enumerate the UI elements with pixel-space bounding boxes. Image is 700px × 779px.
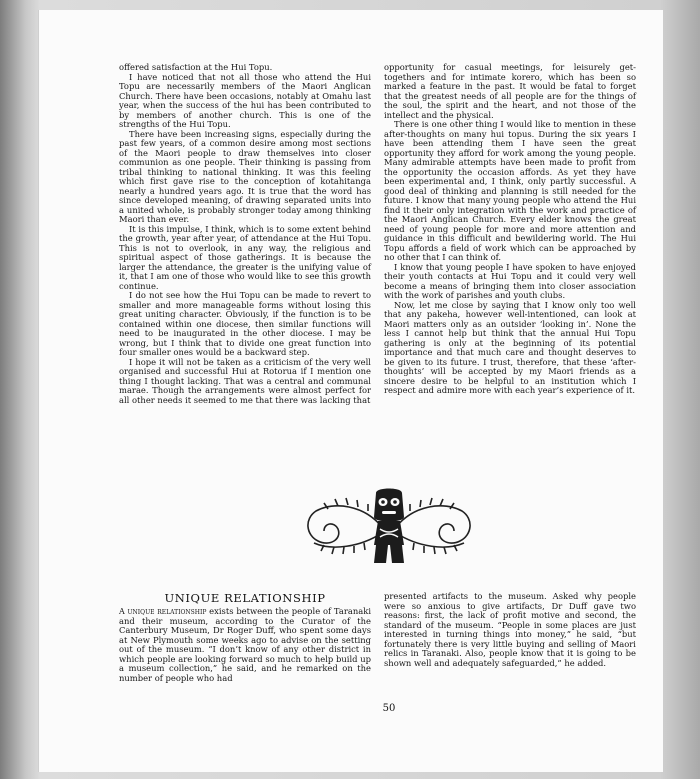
paragraph: Now, let me close by saying that I know only too well that any pakeha, however well-intentioned, can look at Maori matters only as an outsider ‘looking in’. None the less I cannot help but think that the annual Hui Topu gathering is only at the beginning of its potential importance and that much care and thought deserves to be given to its future. I trust, therefore, that these ‘after-thoughts’ will be accepted by my Maori friends as a sincere desire to be helpful to an institution which I respect and admire more with each year’s experience of it. [384,299,636,395]
tiki-with-fern-scrolls-icon [294,487,484,567]
paragraph [119,607,371,683]
paragraph: opportunity for casual meetings, for leisurely get-togethers and for intimate korero, which has been so marked a feature in the past. It would be fatal to forget that the greatest needs of all people are for the things of the soul, the spirit and the heart, and not those of the intellect and the physical. [384,62,636,120]
article-column-2 [384,63,636,396]
article2-column-1 [119,592,371,683]
page-number: 50 [382,703,396,714]
document-page [38,10,663,772]
paragraph: offered satisfaction at the Hui Topu. [119,62,273,72]
paragraph-text: exists between the people of Taranaki and their museum, according to the Curator of the Canterbury Museum, Dr Roger Duff, who spent some days at New Plymouth some weeks ago to advise on the setting out of the museum. “I don’t know of any other district in which people are looking forward so much to help build up a museum collection,” he said, and he remarked on the number of people who had [119,606,371,683]
paragraph: It is this impulse, I think, which is to some extent behind the growth, year after year, of attendance at the Hui Topu. This is not to overlook, in any way, the religious and spiritual aspect of those gatherings. It is because the larger the attendance, the greater is the unifying value of it, that I am one of those who would like to see this growth continue. [119,223,371,291]
paragraph: I hope it will not be taken as a criticism of the very well organised and successful Hui at Rotorua if I mention one thing I thought lacking. That was a central and communal marae. Though the arrangements were almost perfect for all other needs it seemed to me that there was lacking that [119,356,371,405]
paragraph: I do not see how the Hui Topu can be made to revert to smaller and more manageable forms without losing this great uniting character. Obviously, if the function is to be contained within one diocese, then similar functions will need to be inaugurated in the other diocese. I may be wrong, but I think that to divide one great function into four smaller ones would be a backward step. [119,290,371,357]
paragraph: There have been increasing signs, especially during the past few years, of a common desire among most sections of the Maori people to draw themselves into closer communion as one people. Their thinking is passing from tribal thinking to national thinking. It was this feeling which first gave rise to the conception of kotahitanga nearly a hundred years ago. It is true that the word has since developed meaning, of drawing separated units into a united whole, is probably stronger today among thinking Maori than ever. [119,128,371,224]
paragraph: There is one other thing I would like to mention in these after-thoughts on many hui topus. During the six years I have been attending them I have seen the great opportunity they afford for work among the young people. Many admirable attempts have been made to profit from the opportunity the occasion affords. As yet they have been experimental and, I think, only partly successful. A good deal of thinking and planning is still needed for the future. I know that many young people who attend the Hui find it their only integration with the work and practice of the Maori Anglican Church. Every elder knows the great need of young people for more and more attention and guidance in this difficult and bewildering world. The Hui Topu affords a field of work which can be approached by no other that I can think of. [384,119,636,262]
paragraph: presented artifacts to the museum. Asked why people were so anxious to give artifacts, Dr Duff gave two reasons: first, the lack of profit motive and second, the standard of the museum. “People in some places are just interested in turning things into money,” he said, “but fortunately there is very little buying and selling of Maori relics in Taranaki. Also, people know that it is going to be shown well and adequately safeguarded,” he added. [384,591,636,668]
article-column-1 [119,63,371,405]
lead-small-caps: A unique relationship [119,607,207,616]
article2-column-2 [384,592,636,668]
paragraph: I know that young people I have spoken to have enjoyed their youth contacts at Hui Topu and it could very well become a means of bringing them into closer association with the work of parishes and youth clubs. [384,261,636,300]
article-headline: UNIQUE RELATIONSHIP [164,591,326,605]
paragraph: I have noticed that not all those who attend the Hui Topu are necessarily members of the Maori Anglican Church. There have been occasions, notably at Omahu last year, when the success of the hui has been contributed to by members of another church. This is one of the strengths of the Hui Topu. [119,71,371,129]
